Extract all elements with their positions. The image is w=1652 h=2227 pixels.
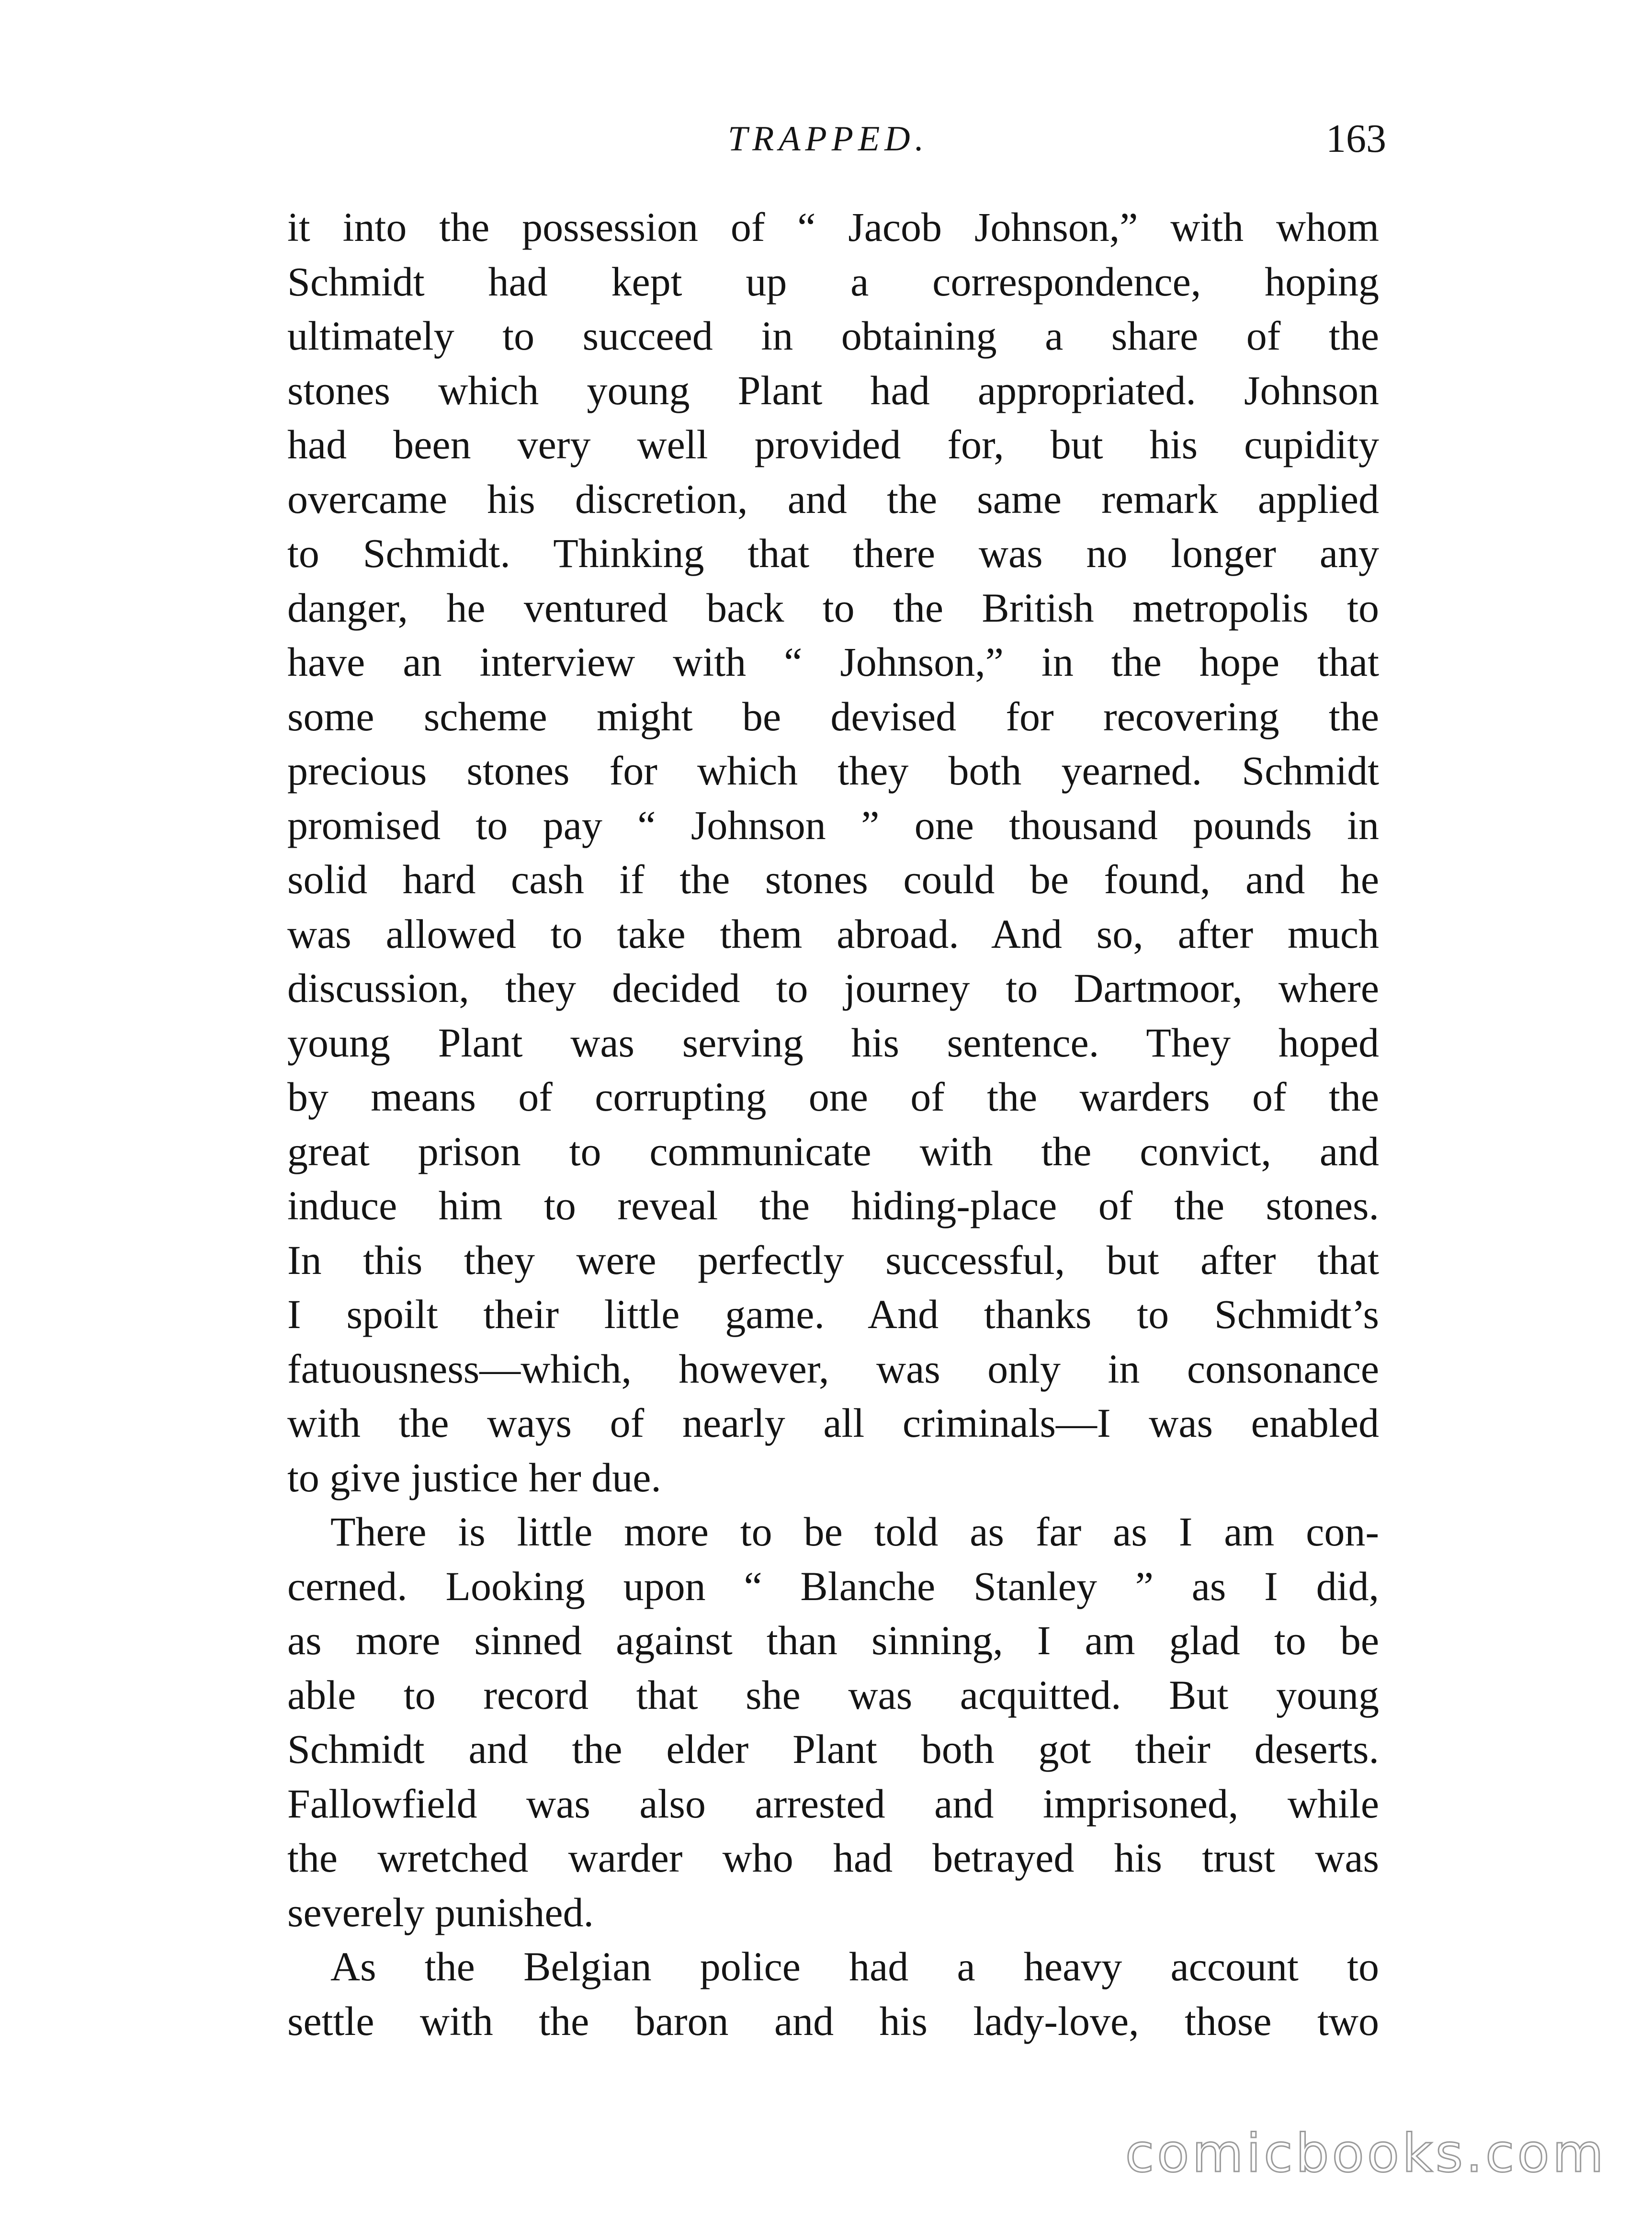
text-line: had been very well provided for, but his cupidity	[287, 421, 1379, 467]
text-line: In this they were perfectly successful, but after that	[287, 1237, 1379, 1283]
text-line: severely punished.	[287, 1889, 594, 1935]
page-number: 163	[1326, 116, 1386, 161]
text-line: There is little more to be told as far as I am con-	[330, 1509, 1379, 1555]
text-line: cerned. Looking upon “ Blanche Stanley ” as I did,	[287, 1563, 1379, 1609]
text-line: great prison to communicate with the convict, and	[287, 1128, 1379, 1174]
text-line: with the ways of nearly all criminals—I was enabled	[287, 1400, 1379, 1446]
text-line: it into the possession of “ Jacob Johnson,” with whom	[287, 204, 1379, 250]
text-line: overcame his discretion, and the same remark applied	[287, 476, 1379, 522]
text-line: ultimately to succeed in obtaining a share of the	[287, 313, 1379, 359]
running-title: TRAPPED.	[728, 119, 929, 159]
text-line: Schmidt and the elder Plant both got their deserts.	[287, 1726, 1379, 1772]
text-line: young Plant was serving his sentence. They hoped	[287, 1019, 1379, 1066]
text-line: Schmidt had kept up a correspondence, hoping	[287, 258, 1379, 305]
text-line: I spoilt their little game. And thanks to Schmidt’s	[287, 1291, 1379, 1337]
text-line: stones which young Plant had appropriated. Johnson	[287, 367, 1379, 413]
text-line: able to record that she was acquitted. But young	[287, 1671, 1379, 1718]
text-line: precious stones for which they both yearned. Schmidt	[287, 748, 1379, 794]
text-line: induce him to reveal the hiding-place of the stones.	[287, 1182, 1379, 1228]
watermark-logo: comicbooks.com	[1125, 2123, 1607, 2184]
text-line: some scheme might be devised for recovering the	[287, 693, 1379, 739]
text-line: promised to pay “ Johnson ” one thousand pounds in	[287, 802, 1379, 848]
text-line: have an interview with “ Johnson,” in the hope that	[287, 639, 1379, 685]
text-line: fatuousness—which, however, was only in consonance	[287, 1345, 1379, 1392]
text-line: Fallowfield was also arrested and imprisoned, while	[287, 1780, 1379, 1827]
text-line: danger, he ventured back to the British metropolis to	[287, 584, 1379, 631]
body-text	[287, 200, 1379, 2048]
text-line: was allowed to take them abroad. And so, after much	[287, 910, 1379, 957]
text-line: discussion, they decided to journey to Dartmoor, where	[287, 965, 1379, 1011]
text-line: solid hard cash if the stones could be found, and he	[287, 856, 1379, 902]
text-line: the wretched warder who had betrayed his trust was	[287, 1835, 1379, 1881]
text-line: to Schmidt. Thinking that there was no longer any	[287, 530, 1379, 576]
running-head	[0, 113, 1652, 165]
text-line: As the Belgian police had a heavy account to	[330, 1943, 1379, 1989]
text-line: as more sinned against than sinning, I am glad to be	[287, 1617, 1379, 1663]
text-line: settle with the baron and his lady-love, those two	[287, 1998, 1379, 2044]
text-line: by means of corrupting one of the warders of the	[287, 1074, 1379, 1120]
text-line: to give justice her due.	[287, 1454, 661, 1500]
